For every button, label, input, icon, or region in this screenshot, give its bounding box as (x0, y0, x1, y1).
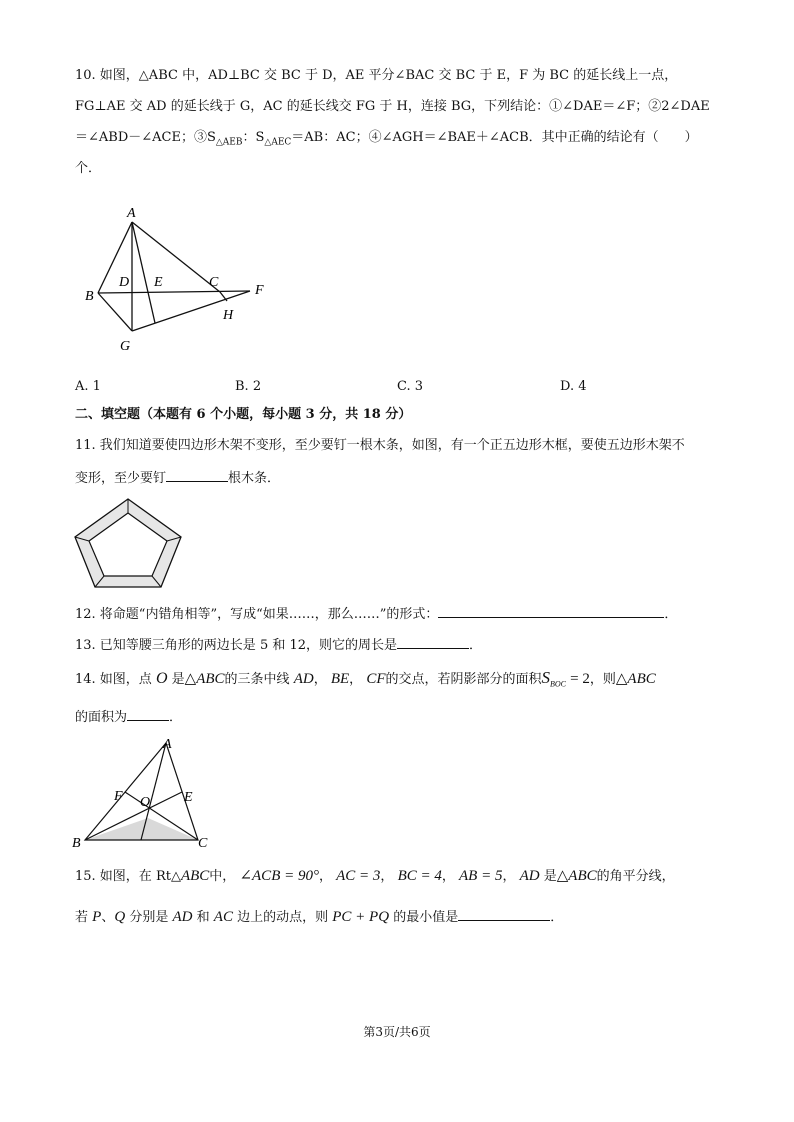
q15-line1a: 15. 如图，在 Rt△ (75, 869, 181, 884)
q10-sub2: △AEC (264, 137, 292, 148)
line-bg (98, 293, 132, 331)
q15-and: 和 (196, 910, 210, 925)
label-f: F (255, 283, 264, 298)
q14-end: ． (169, 710, 183, 725)
q15-line1d: 的角平分线， (596, 869, 675, 884)
q15-angle: ∠ACB = 90° (239, 868, 319, 884)
q15-line2 (75, 906, 563, 928)
q14-ad: AD (293, 671, 314, 687)
q14-tri2: △ABC (615, 671, 656, 687)
q10-line1: 10. 如图，△ABC 中，AD⊥BC 交 BC 于 D，AE 平分∠BAC 交 BC 于 E，F 为 BC 的延长线上一点， (75, 68, 678, 83)
q14-s-sub: BOC (550, 679, 566, 689)
q15-expr: PC + PQ (332, 909, 390, 925)
q14-eq: = 2 (570, 671, 590, 687)
q14-line2 (75, 706, 182, 728)
label-e: E (154, 275, 163, 290)
label-o: O (140, 795, 151, 810)
q10-line3b: ：S (242, 130, 265, 145)
label-c: C (198, 836, 208, 851)
q10-figure (80, 200, 280, 360)
q15-line2a: 若 (75, 910, 89, 925)
q11-line2a: 变形，至少要钉 (75, 471, 167, 486)
q14-line1d: 的交点，若阴影部分的面积 (385, 672, 542, 687)
q15-line2d: 的最小值是 (393, 910, 459, 925)
q10-option-a: A. 1 (75, 379, 101, 394)
q15-ad2: AD (172, 909, 193, 925)
label-a: A (163, 737, 172, 752)
label-e: E (184, 790, 193, 805)
label-d: D (119, 275, 130, 290)
pentagon-frame-figure (68, 495, 188, 590)
q10-option-b: B. 2 (235, 379, 262, 394)
q15-ac2: AC (213, 909, 233, 925)
label-h: H (223, 308, 234, 323)
q15-line1c: 是 (543, 869, 557, 884)
q10-line2: FG⊥AE 交 AD 的延长线于 G，AC 的延长线交 FG 于 H，连接 BG，下列结论：①∠DAE＝∠F；②2∠DAE (75, 99, 710, 114)
q12 (75, 603, 677, 625)
q15-ad: AD (519, 868, 540, 884)
q14-line1e: ，则 (589, 672, 616, 687)
q11-line1: 11. 我们知道要使四边形木架不变形，至少要钉一根木条，如图，有一个正五边形木框，要使五边形木架不 (75, 438, 685, 453)
q10-option-d: D. 4 (560, 379, 587, 394)
q14-s: S (541, 668, 550, 687)
q15-tri: △ABC (556, 868, 597, 884)
label-a: A (127, 206, 136, 221)
q13-text: 13. 已知等腰三角形的两边长是 5 和 12，则它的周长是 (75, 638, 398, 653)
q10-sub1: △AEB (215, 137, 243, 148)
q15-line1: 15. 如图，在 Rt△ABC中， ∠ACB = 90°， AC = 3， BC = 4， AB = 5， AD 是△ABC的角平分线， (75, 868, 675, 884)
q12-text: 12. 将命题“内错角相等”，写成“如果……，那么……”的形式： (75, 607, 439, 622)
q13-end: ． (469, 638, 483, 653)
q15-line1b: 中， (209, 869, 236, 884)
label-c: C (209, 275, 219, 290)
q15-q: Q (114, 909, 126, 925)
q14-tri: △ABC (184, 671, 225, 687)
q14-answer-blank (127, 706, 169, 721)
q13 (75, 634, 482, 656)
q14-o: O (155, 670, 168, 687)
section-2-title: 二、填空题（本题有 6 个小题，每小题 3 分，共 18 分） (75, 407, 412, 422)
q11-line2b: 根木条． (228, 471, 281, 486)
q15-line2c: 边上的动点，则 (237, 910, 329, 925)
label-f: F (114, 789, 123, 804)
q15-line2b: 分别是 (129, 910, 169, 925)
q14-line2-text: 的面积为 (75, 710, 128, 725)
q15-ab: AB = 5 (459, 868, 503, 884)
page-footer: 第3页/共6页 (363, 1025, 431, 1039)
q10-line3a: ＝∠ABD－∠ACE；③S (75, 130, 216, 145)
q15-answer-blank (458, 906, 550, 921)
q11-answer-blank (166, 467, 228, 482)
q14-line1: 14. 如图，点 O 是△ABC的三条中线 AD， BE， CF的交点，若阴影部分的面积$S_{BOC} = 2$，则△ABC (75, 668, 656, 689)
q15-sep: 、 (101, 910, 115, 925)
q14-line1b: 是 (171, 672, 185, 687)
q15-ac: AC = 3 (336, 868, 381, 884)
q12-answer-blank (438, 603, 664, 618)
q14-be: BE (330, 671, 350, 687)
q10-line3 (75, 128, 698, 153)
q10-option-c: C. 3 (397, 379, 424, 394)
q14-line1a: 14. 如图，点 (75, 672, 152, 687)
line-bf (98, 291, 250, 293)
q15-end: ． (550, 910, 564, 925)
q13-answer-blank (397, 634, 469, 649)
q14-figure (68, 733, 218, 853)
label-g: G (120, 339, 131, 354)
q15-abc: ABC (180, 868, 210, 884)
q11-line2 (75, 467, 280, 489)
q15-bc: BC = 4 (397, 868, 442, 884)
label-b: B (85, 289, 94, 304)
q12-end: ． (664, 607, 678, 622)
q10-line4: 个． (75, 161, 102, 176)
q14-line1c: 的三条中线 (224, 672, 290, 687)
q14-cf: CF (366, 671, 386, 687)
q15-p: P (92, 909, 102, 925)
label-b: B (72, 836, 81, 851)
q10-line3c: ＝AB：AC；④∠AGH＝∠BAE＋∠ACB．其中正确的结论有（ ） (291, 130, 698, 145)
